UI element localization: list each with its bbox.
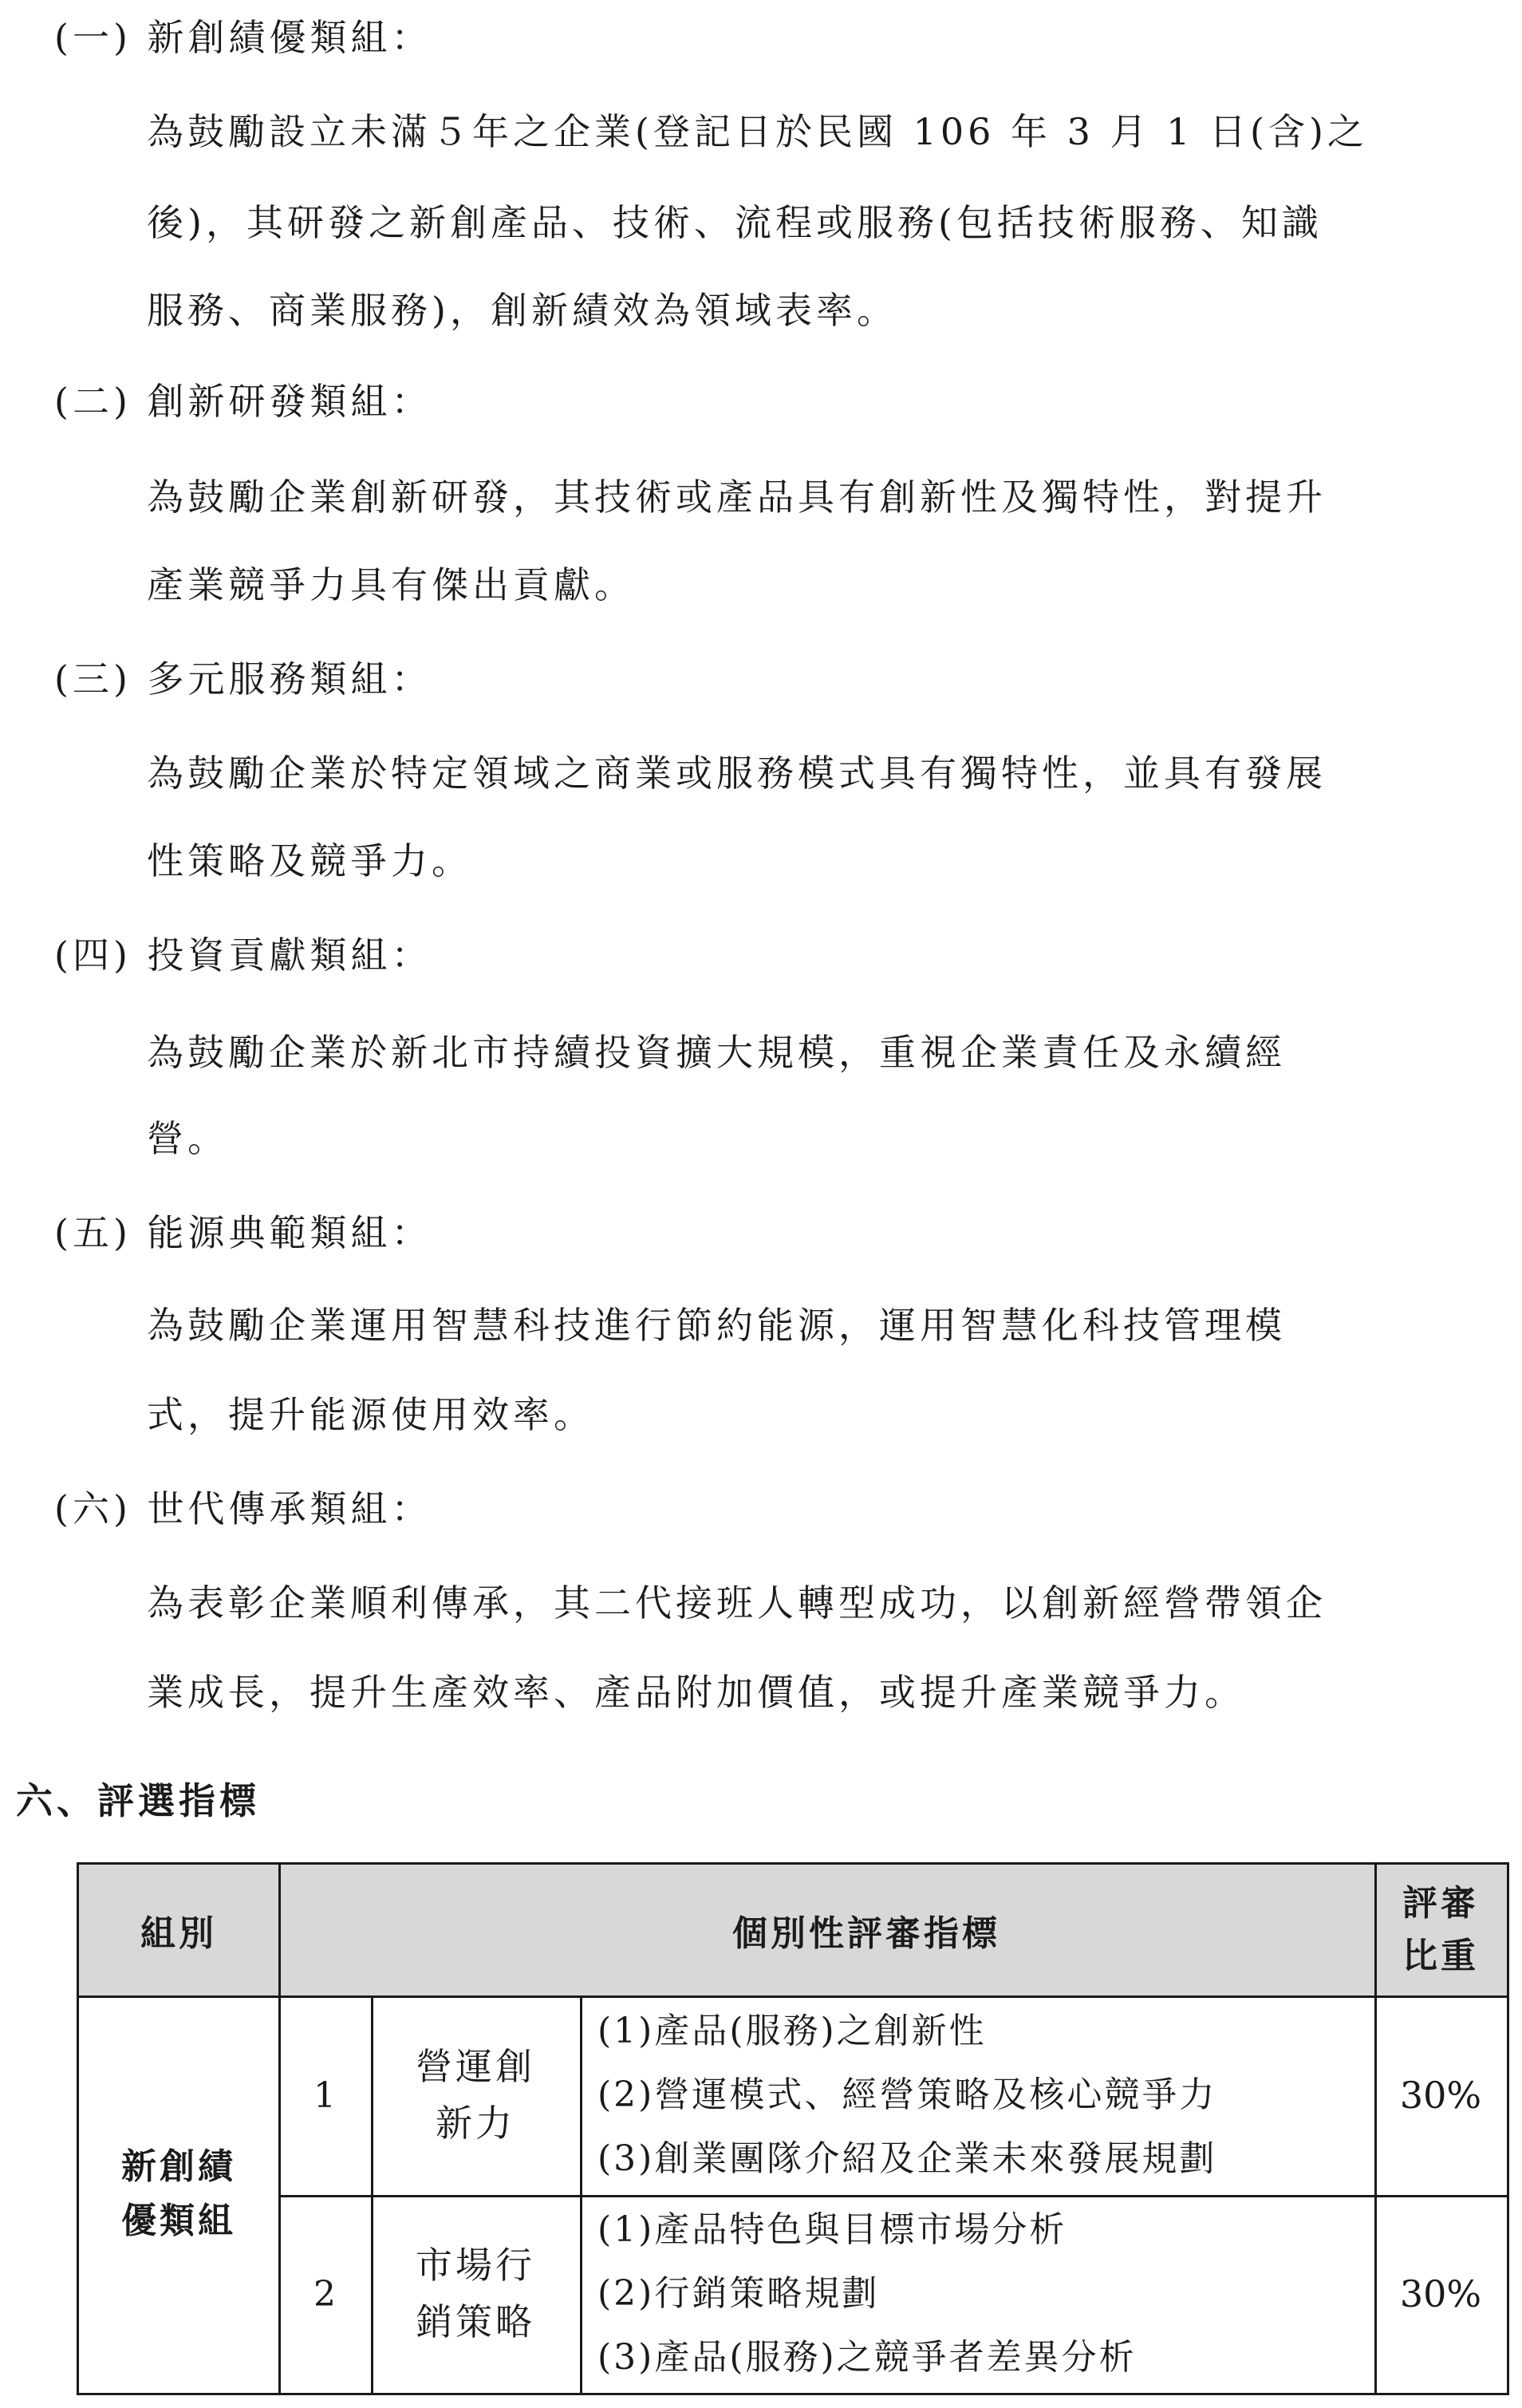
table-rule (278, 1865, 281, 2393)
header-weight-label-line1: 評審 (1402, 1883, 1479, 1924)
criterion-label-line1: 市場行 (416, 2243, 535, 2287)
indicator-items-cell (580, 1995, 1374, 2195)
category-text-line: 為鼓勵企業創新研發，其技術或產品具有創新性及獨特性，對提升 (147, 476, 1327, 519)
indicator-item: (3)創業團隊介紹及企業未來發展規劃 (597, 2138, 1217, 2179)
category-heading-1: (一) 新創績優類組： (54, 16, 432, 59)
category-text-line: 為鼓勵企業運用智慧科技進行節約能源，運用智慧化科技管理模 (147, 1304, 1286, 1347)
category-text-line: 式，提升能源使用效率。 (147, 1393, 594, 1436)
criterion-cell (371, 1995, 580, 2195)
header-indicator-label: 個別性評審指標 (732, 1913, 1000, 1954)
header-group-label: 組別 (140, 1913, 217, 1954)
category-text-line: 為鼓勵設立未滿５年之企業(登記日於民國 106 年 3 月 1 日(含)之 (147, 110, 1368, 153)
row-number-cell (278, 2195, 371, 2393)
category-heading-2: (二) 創新研發類組： (54, 380, 432, 423)
table-rule (278, 2195, 1507, 2197)
evaluation-table (77, 1862, 1509, 2395)
category-heading-3: (三) 多元服務類組： (54, 657, 432, 701)
section-title: 六、評選指標 (16, 1779, 260, 1822)
row-number: 2 (313, 2273, 336, 2315)
table-rule (79, 1995, 1507, 1998)
category-heading-5: (五) 能源典範類組： (54, 1211, 432, 1254)
indicator-item: (2)行銷策略規劃 (597, 2273, 880, 2314)
category-heading-6: (六) 世代傳承類組： (54, 1487, 432, 1530)
category-text-line: 服務、商業服務)，創新績效為領域表率。 (147, 289, 897, 332)
indicator-items-cell (580, 2195, 1374, 2393)
category-text-line: 營。 (147, 1117, 228, 1160)
group-label-line2: 優類組 (121, 2201, 236, 2241)
indicator-item: (1)產品特色與目標市場分析 (597, 2209, 1067, 2250)
header-weight-label-line2: 比重 (1402, 1936, 1479, 1976)
indicator-item: (1)產品(服務)之創新性 (597, 2011, 987, 2051)
table-rule (371, 1995, 373, 2393)
group-label-line1: 新創績 (121, 2145, 236, 2187)
category-text-line: 業成長，提升生產效率、產品附加價值，或提升產業競爭力。 (147, 1671, 1245, 1714)
group-cell (79, 1995, 278, 2393)
indicator-item: (3)產品(服務)之競爭者差異分析 (597, 2337, 1137, 2378)
header-indicator-cell (278, 1865, 1454, 1995)
category-text-line: 後)，其研發之新創產品、技術、流程或服務(包括技術服務、知識 (147, 201, 1323, 244)
row-number: 1 (313, 2074, 336, 2116)
category-text-line: 為鼓勵企業於新北市持續投資擴大規模，重視企業責任及永續經 (147, 1031, 1286, 1074)
category-heading-4: (四) 投資貢獻類組： (54, 934, 432, 977)
row-number-cell (278, 1995, 371, 2195)
indicator-item: (2)營運模式、經營策略及核心競爭力 (597, 2074, 1217, 2115)
criterion-label-line1: 營運創 (416, 2044, 535, 2088)
header-weight-cell (1374, 1865, 1507, 1995)
criterion-label-line2: 新力 (436, 2102, 515, 2145)
weight-cell (1374, 2195, 1507, 2393)
category-text-line: 為表彰企業順利傳承，其二代接班人轉型成功，以創新經營帶領企 (147, 1581, 1327, 1624)
weight-value: 30% (1399, 2074, 1482, 2117)
weight-value: 30% (1399, 2272, 1482, 2315)
table-rule (1374, 1865, 1377, 2393)
criterion-label-line2: 銷策略 (416, 2300, 535, 2343)
criterion-cell (371, 2195, 580, 2393)
table-rule (580, 1995, 582, 2393)
header-group-cell (79, 1865, 278, 1995)
category-text-line: 性策略及競爭力。 (147, 839, 472, 882)
category-text-line: 產業競爭力具有傑出貢獻。 (147, 563, 635, 606)
category-text-line: 為鼓勵企業於特定領域之商業或服務模式具有獨特性，並具有發展 (147, 752, 1327, 795)
weight-cell (1374, 1995, 1507, 2195)
